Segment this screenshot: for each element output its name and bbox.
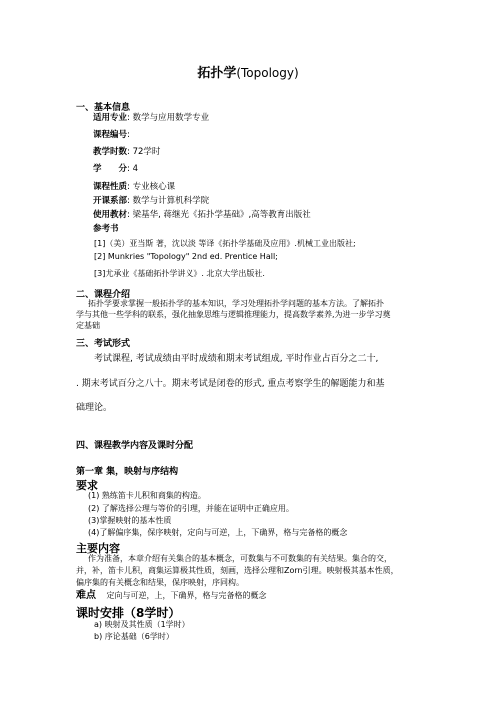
section-heading-basic-info: 一、基本信息 [76, 103, 131, 113]
document-title [0, 62, 496, 81]
section-heading-intro: 二、课程介绍 [76, 290, 131, 300]
section-heading-exam: 三、考试形式 [76, 339, 131, 349]
field-major: 适用专业: 数学与应用数学专业 [93, 113, 210, 123]
title-latin: (Topology) [236, 66, 299, 80]
field-credits: 学 分: 4 [93, 164, 138, 174]
requirement-item: (1) 熟练笛卡儿积和商集的构造。 [88, 491, 206, 500]
intro-line: 定基础 [76, 321, 100, 330]
schedule-item: a) 映射及其性质（1学时） [94, 620, 190, 629]
section-heading-content: 四、课程教学内容及课时分配 [76, 441, 194, 451]
reference-item: [1]（美）亚当斯 著，沈以淡 等译《拓扑学基础及应用》.机械工业出版社; [94, 239, 356, 248]
main-content-line: 偏序集的有关概念和结果，保序映射，序同构。 [76, 578, 244, 587]
field-textbook: 使用教材: 梁基华, 蒋继光《拓扑学基础》,高等教育出版社 [93, 210, 311, 220]
requirement-item: (2) 了解选择公理与等价的引理，并能在证明中正确应用。 [88, 504, 294, 513]
exam-line: 础理论。 [76, 403, 113, 413]
title-main: 拓扑学 [197, 66, 237, 81]
main-content-heading: 主要内容 [76, 542, 120, 555]
difficulty-label: 难点 [76, 590, 96, 601]
requirements-heading: 要求 [76, 479, 98, 492]
schedule-heading: 课时安排（8学时） [76, 606, 181, 620]
exam-line: 考试课程, 考试成绩由平时成绩和期末考试组成, 平时作业占百分之二十, [94, 354, 379, 364]
field-references: 参考书 [93, 224, 119, 234]
reference-item: [3]尤承业《基础拓扑学讲义》. 北京大学出版社. [94, 269, 265, 278]
field-course-code: 课程编号: [93, 130, 130, 140]
difficulty-text: 定向与可逆，上，下确界，格与完备格的概念 [106, 591, 267, 600]
chapter-title: 第一章 集，映射与序结构 [76, 467, 179, 477]
schedule-item: b) 序论基础（6学时） [94, 632, 174, 641]
difficulty-line [76, 591, 267, 602]
main-content-line: 作为准备，本章介绍有关集合的基本概念，可数集与不可数集的有关结果。集合的交， [88, 554, 392, 563]
intro-line: 学与其他一些学科的联系，强化抽象思维与逻辑推理能力，提高数学素养,为进一步学习奠 [76, 310, 391, 319]
field-hours: 教学时数: 72学时 [93, 147, 161, 157]
reference-item: [2] Munkries "Topology" 2nd ed. Prentice Hall; [94, 252, 278, 261]
field-nature: 课程性质: 专业核心课 [93, 182, 176, 192]
main-content-line: 并，补，笛卡儿积，商集运算极其性质，刻画，选择公理和Zorn引理。映射极其基本性质， [76, 566, 399, 575]
requirement-item: (4)了解偏序集，保序映射，定向与可逆，上，下确界，格与完备格的概念 [88, 528, 348, 537]
field-department: 开课系部: 数学与计算机科学院 [93, 196, 210, 206]
intro-line: 拓扑学要求掌握一般拓扑学的基本知识，学习处理拓扑学问题的基本方法。了解拓扑 [88, 299, 384, 308]
requirement-item: (3)掌握映射的基本性质 [88, 516, 172, 525]
exam-line: . 期末考试百分之八十。期末考试是闭卷的形式, 重点考察学生的解题能力和基 [76, 379, 385, 389]
